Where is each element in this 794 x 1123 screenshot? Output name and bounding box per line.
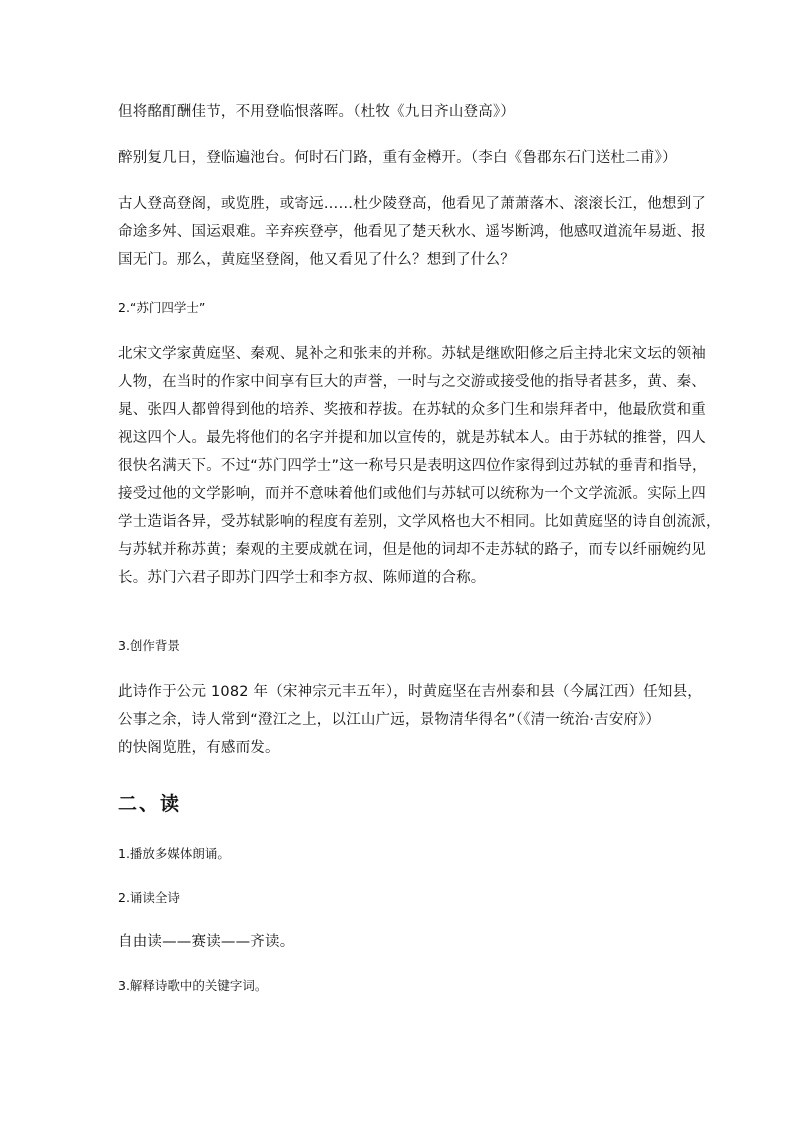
su-men-line: 很快名满天下。不过“苏门四学士”这一称号只是表明这四位作家得到过苏轼的垂青和指导，	[118, 458, 707, 474]
read-item-2-detail: 自由读——赛读——齐读。	[118, 934, 295, 950]
background-line: 的快阁览胜，有感而发。	[118, 740, 280, 756]
background-paragraph	[118, 678, 702, 762]
section-heading-background: 3.创作背景	[118, 638, 180, 653]
su-men-line: 与苏轼并称苏黄；秦观的主要成就在词，但是他的词却不走苏轼的路子，而专以纤丽婉约见	[118, 542, 706, 558]
su-men-line: 接受过他的文学影响，而并不意味着他们或他们与苏轼可以统称为一个文学流派。实际上四	[118, 486, 706, 502]
su-men-line: 视这四个人。最先将他们的名字并提和加以宣传的，就是苏轼本人。由于苏轼的推誉，四人	[118, 430, 706, 446]
intro-line: 古人登高登阁，或览胜，或寄远……杜少陵登高，他看见了萧萧落木、滚滚长江，他想到了	[118, 196, 706, 212]
su-men-line: 长。苏门六君子即苏门四学士和李方叔、陈师道的合称。	[118, 570, 486, 586]
read-item-2: 2.诵读全诗	[118, 890, 180, 905]
intro-paragraph	[118, 190, 706, 274]
poem-quote-du-mu: 但将酩酊酬佳节，不用登临恨落晖。（杜牧《九日齐山登高》）	[118, 104, 516, 120]
su-men-paragraph	[118, 340, 721, 592]
read-item-1: 1.播放多媒体朗诵。	[118, 846, 230, 861]
su-men-line: 人物，在当时的作家中间享有巨大的声誉，一时与之交游或接受他的指导者甚多，黄、秦、	[118, 374, 706, 390]
background-line: 公事之余，诗人常到“澄江之上，以江山广远，景物清华得名”（《清一统治·吉安府》）	[118, 712, 661, 728]
poem-quote-li-bai: 醉别复几日，登临遍池台。何时石门路，重有金樽开。（李白《鲁郡东石门送杜二甫》）	[118, 150, 677, 166]
intro-line: 命途多舛、国运艰难。辛弃疾登亭，他看见了楚天秋水、遥岑断鸿，他感叹道流年易逝、报	[118, 224, 706, 240]
su-men-line: 北宋文学家黄庭坚、秦观、晁补之和张耒的并称。苏轼是继欧阳修之后主持北宋文坛的领袖	[118, 346, 706, 362]
su-men-line: 学士造诣各异，受苏轼影响的程度有差别，文学风格也大不相同。比如黄庭坚的诗自创流派，	[118, 514, 721, 530]
intro-line: 国无门。那么，黄庭坚登阁，他又看见了什么？想到了什么？	[118, 252, 515, 268]
section-heading-su-men: 2.“苏门四学士”	[118, 300, 206, 315]
su-men-line: 晁、张四人都曾得到他的培养、奖掖和荐拔。在苏轼的众多门生和崇拜者中，他最欣赏和重	[118, 402, 706, 418]
background-line: 此诗作于公元 1082 年（宋神宗元丰五年），时黄庭坚在吉州泰和县（今属江西）任知县，	[118, 684, 702, 700]
read-item-3: 3.解释诗歌中的关键字词。	[118, 978, 268, 993]
part-heading-read: 二、读	[118, 793, 182, 815]
